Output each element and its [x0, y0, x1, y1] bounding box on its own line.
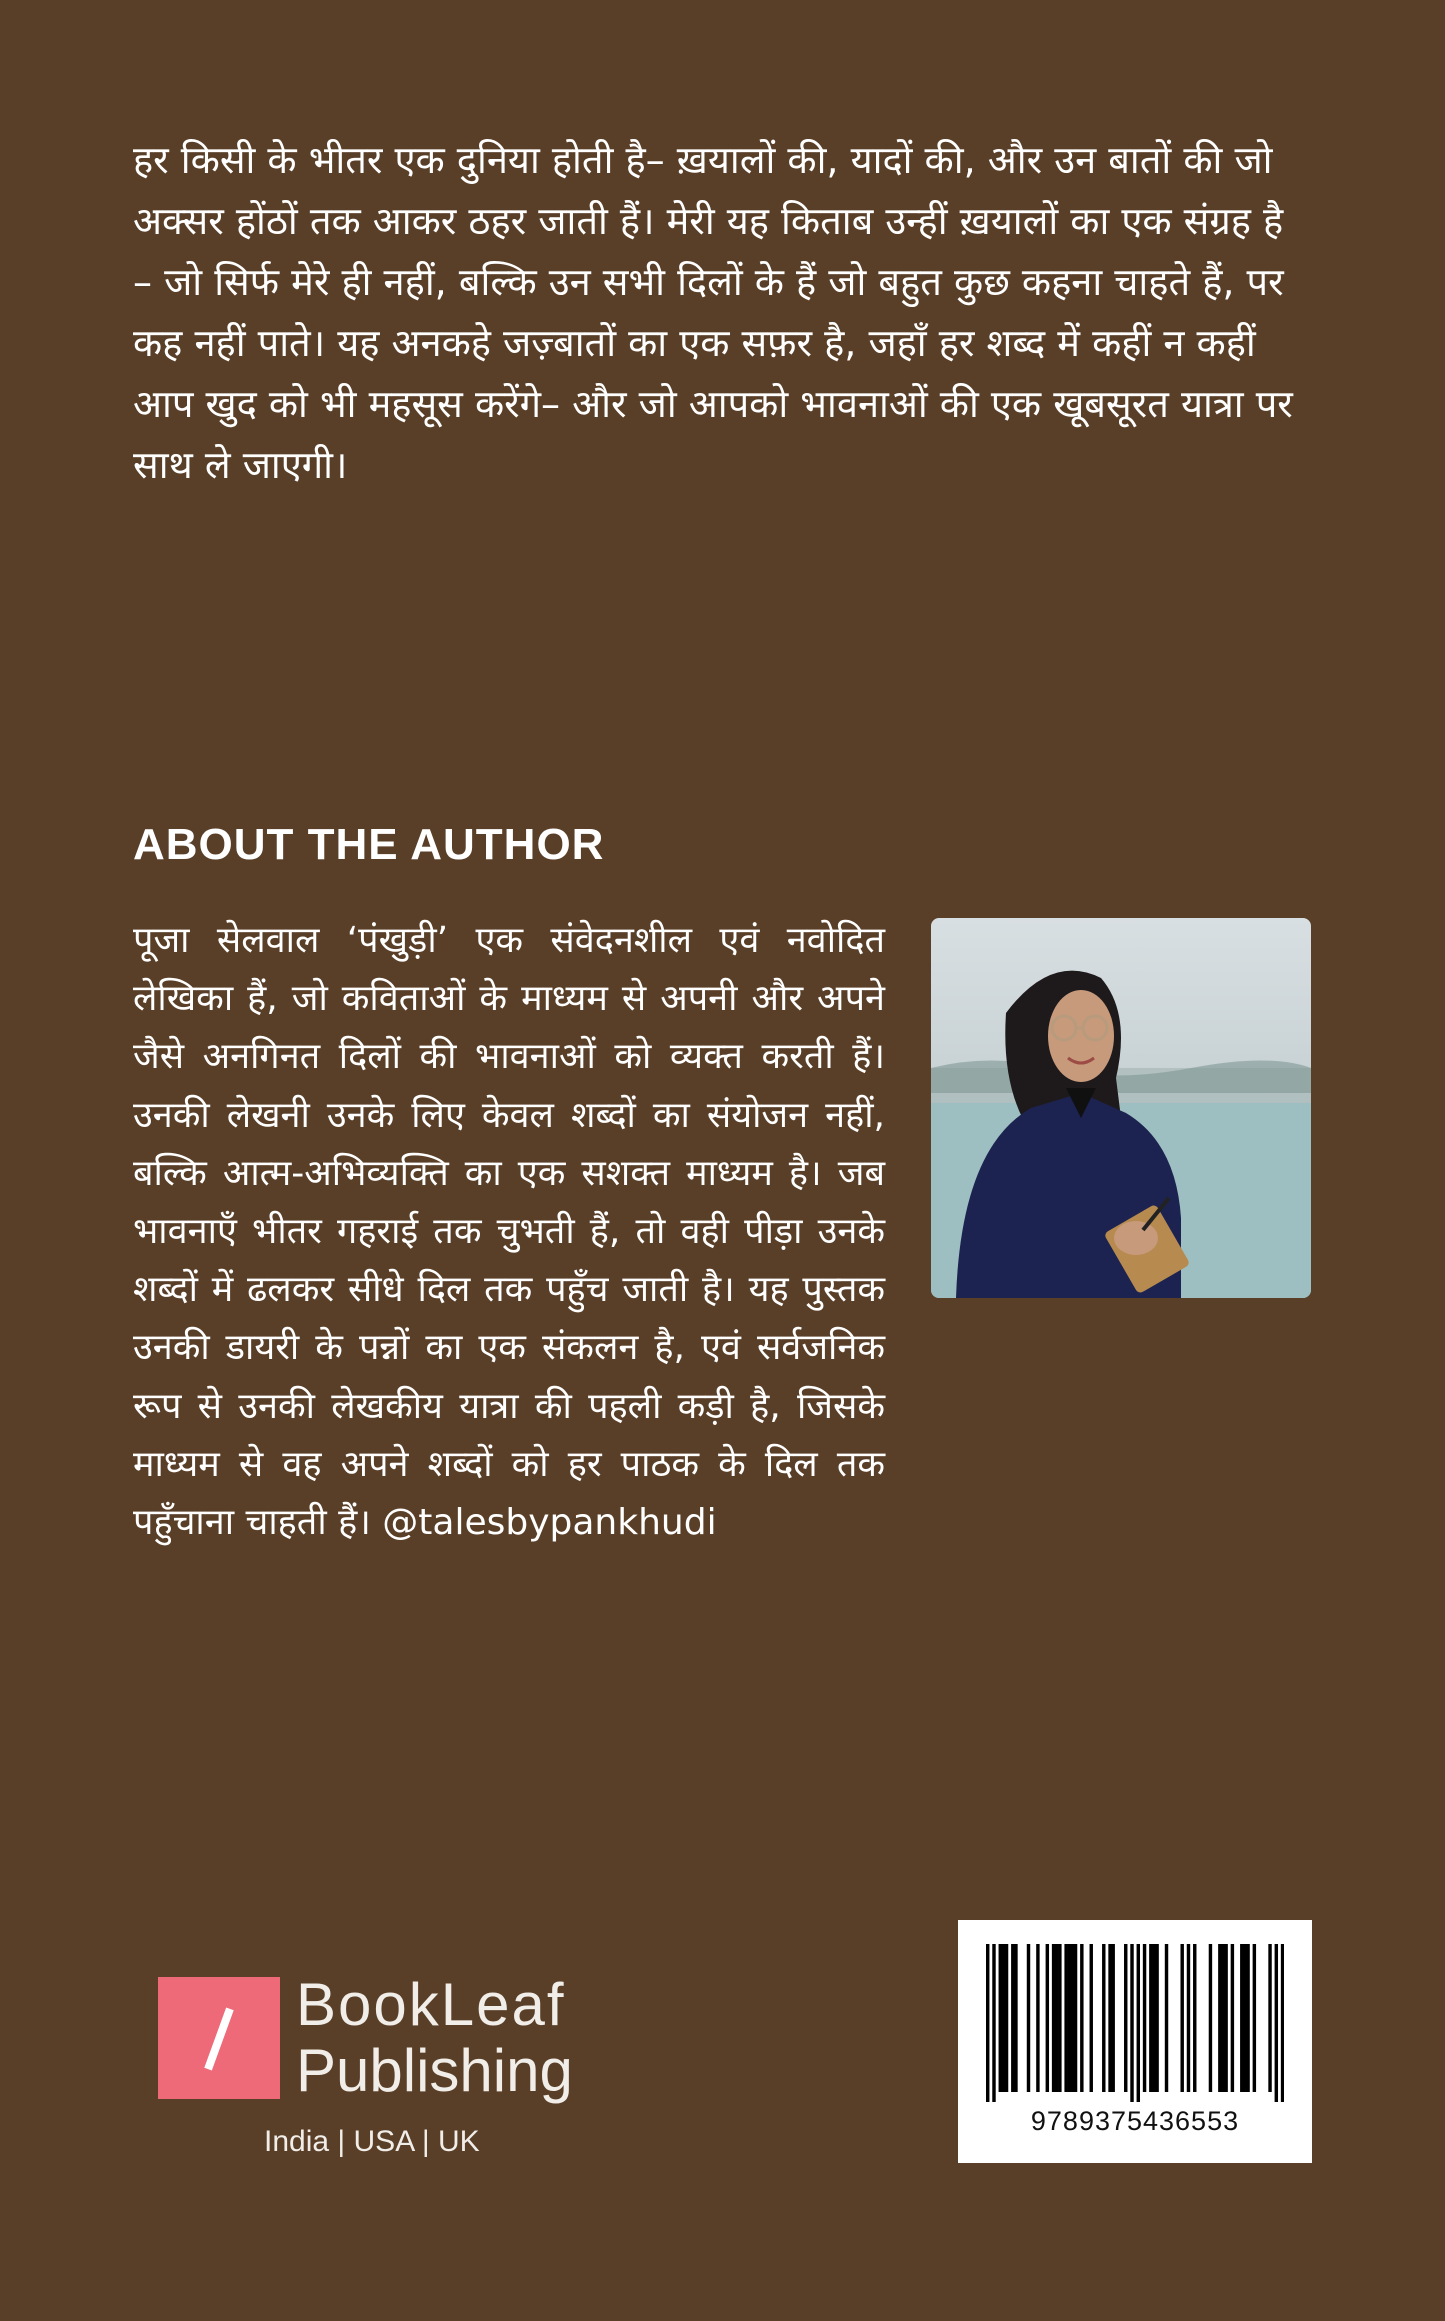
about-author-heading: ABOUT THE AUTHOR	[133, 820, 605, 869]
barcode-bar	[1036, 1944, 1039, 2092]
barcode-bar	[992, 1944, 995, 2102]
barcode-bar	[1281, 1944, 1284, 2102]
barcode-bar	[1152, 1944, 1155, 2092]
barcode-bar	[1268, 1944, 1271, 2092]
barcode-bar	[1064, 1944, 1067, 2092]
barcode-bar	[1224, 1944, 1227, 2092]
barcode-bar	[1218, 1944, 1221, 2092]
barcode-bar	[986, 1944, 989, 2102]
publisher-name-line2: Publishing	[296, 2037, 573, 2104]
publisher-name-line1: BookLeaf	[296, 1971, 566, 2038]
publisher-regions: India | USA | UK	[264, 2125, 480, 2158]
barcode-bar	[999, 1944, 1002, 2092]
barcode-bar	[1090, 1944, 1093, 2092]
barcode-bar	[1180, 1944, 1183, 2092]
barcode-bar	[1143, 1944, 1146, 2092]
logo-slash-icon	[158, 1977, 280, 2099]
barcode-bar	[1193, 1944, 1196, 2092]
barcode-bar	[1102, 1944, 1105, 2092]
barcode-bar	[1137, 1944, 1140, 2102]
barcode-bar	[1275, 1944, 1278, 2102]
barcode-bar	[1209, 1944, 1212, 2092]
barcode-bar	[1027, 1944, 1030, 2092]
barcode-bar	[1108, 1944, 1111, 2092]
author-photo	[931, 918, 1311, 1298]
back-cover-blurb: हर किसी के भीतर एक दुनिया होती है– ख़यालों की, यादों की, और उन बातों की जो अक्सर होंठों तक आकर ठहर जाती हैं। मेरी यह किताब उन्हीं ख़यालों का एक संग्रह है – जो सिर्फ मेरे ही नहीं, बल्कि उन सभी दिलों के हैं जो बहुत कुछ कहना चाहते हैं, पर कह नहीं पाते। यह अनकहे जज़्बातों का एक सफ़र है, जहाँ हर शब्द में कहीं न कहीं आप खुद को भी महसूस करेंगे– और जो आपको भावनाओं की एक खूबसूरत यात्रा पर साथ ले जाएगी।	[133, 138, 1293, 487]
barcode-bar	[1068, 1944, 1071, 2092]
barcode-bar	[1111, 1944, 1114, 2092]
bookleaf-publishing-logo	[158, 1971, 608, 2165]
author-bio: पूजा सेलवाल ‘पंखुड़ी’ एक संवेदनशील एवं नवोदित लेखिका हैं, जो कविताओं के माध्यम से अपनी और अपने जैसे अनगिनत दिलों की भावनाओं को व्यक्त करती हैं। उनकी लेखनी उनके लिए केवल शब्दों का संयोजन नहीं, बल्कि आत्म-अभिव्यक्ति का एक सशक्त माध्यम है। जब भावनाएँ भीतर गहराई तक चुभती हैं, तो वही पीड़ा उनके शब्दों में ढलकर सीधे दिल तक पहुँच जाती है। यह पुस्तक उनकी डायरी के पन्नों का एक संकलन है, एवं सर्वजनिक रूप से उनकी लेखकीय यात्रा की पहली कड़ी है, जिसके माध्यम से वह अपने शब्दों को हर पाठक के दिल तक पहुँचाना चाहती हैं। @talesbypankhudi	[133, 920, 885, 1544]
barcode-bar	[1046, 1944, 1049, 2092]
barcode-bar	[1246, 1944, 1249, 2092]
barcode-bar	[1130, 1944, 1133, 2102]
barcode-bar	[1002, 1944, 1005, 2092]
barcode-bar	[1052, 1944, 1055, 2092]
barcode-bar	[1074, 1944, 1077, 2092]
barcode-bar	[1124, 1944, 1127, 2092]
barcode-bar	[1014, 1944, 1017, 2092]
barcode-bars	[986, 1944, 1284, 2102]
isbn-barcode	[958, 1920, 1312, 2163]
barcode-bar	[1080, 1944, 1083, 2092]
barcode-bar	[1253, 1944, 1256, 2092]
barcode-bar	[1005, 1944, 1008, 2092]
barcode-bar	[1071, 1944, 1074, 2092]
barcode-bar	[1221, 1944, 1224, 2092]
barcode-bar	[1187, 1944, 1190, 2092]
barcode-bar	[1165, 1944, 1168, 2092]
barcode-bar	[1149, 1944, 1152, 2092]
barcode-bar	[1055, 1944, 1058, 2092]
barcode-bar	[1231, 1944, 1234, 2092]
barcode-bar	[1240, 1944, 1243, 2092]
barcode-bar	[1155, 1944, 1158, 2092]
barcode-bar	[1011, 1944, 1014, 2092]
barcode-bar	[1058, 1944, 1061, 2092]
isbn-number: 9789375436553	[1030, 2106, 1240, 2136]
barcode-bar	[1243, 1944, 1246, 2092]
